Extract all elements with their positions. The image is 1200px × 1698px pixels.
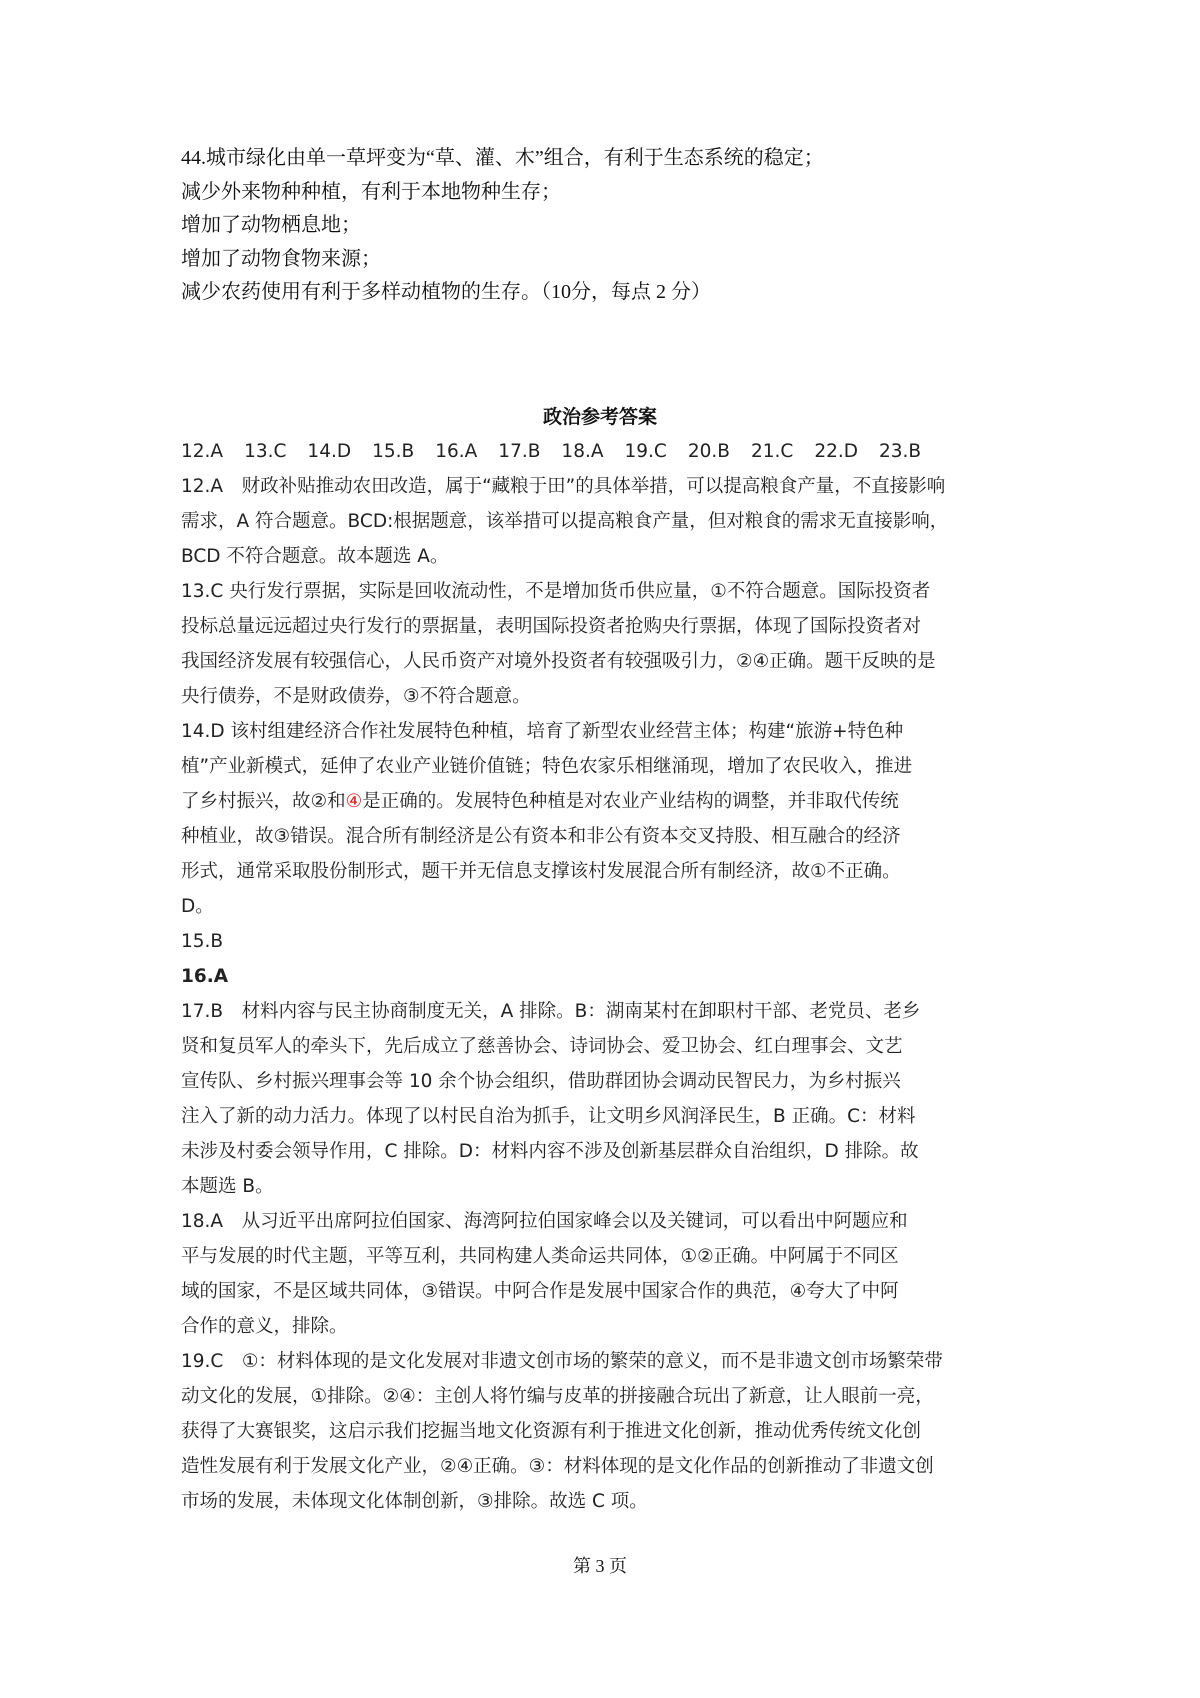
explanation-line: BCD 不符合题意。故本题选 A。: [181, 546, 449, 567]
explanation-line: 央行债券，不是财政债券，③不符合题意。: [181, 686, 531, 707]
answer-key: 17.B: [498, 441, 541, 462]
explanation-line: 种植业，故③错误。混合所有制经济是公有资本和非公有资本交叉持股、相互融合的经济: [181, 826, 901, 847]
geo-line: 增加了动物食物来源；: [181, 247, 381, 270]
answer-key: 15.B: [372, 441, 415, 462]
explanation-line: 动文化的发展，①排除。②④：主创人将竹编与皮革的拼接融合玩出了新意，让人眼前一亮，: [181, 1386, 934, 1407]
explanation-line: 宣传队、乡村振兴理事会等 10 余个协会组织，借助群团协会调动民智民力，为乡村振兴: [181, 1071, 901, 1092]
explanation-line: 域的国家，不是区域共同体，③错误。中阿合作是发展中国家合作的典范，④夸大了中阿: [181, 1281, 899, 1302]
explanation-line: 17.B 材料内容与民主协商制度无关，A 排除。B：湖南某村在卸职村干部、老党员、老乡: [181, 1001, 921, 1022]
explanation-line: 14.D 该村组建经济合作社发展特色种植，培育了新型农业经营主体；构建“旅游+特色种: [181, 721, 904, 742]
politics-answers: [181, 434, 1031, 1519]
explanation-line: 18.A 从习近平出席阿拉伯国家、海湾阿拉伯国家峰会以及关键词，可以看出中阿题应和: [181, 1211, 908, 1232]
answer-key: 12.A: [181, 441, 224, 462]
answer-key: 13.C: [244, 441, 287, 462]
highlighted-marker: ④: [345, 791, 363, 812]
explanation-line: 本题选 B。: [181, 1176, 274, 1197]
explanation-line: 合作的意义，排除。: [181, 1316, 348, 1337]
answer-key: 16.A: [435, 441, 478, 462]
explanation-line: 需求，A 符合题意。BCD:根据题意，该举措可以提高粮食产量，但对粮食的需求无直接影响，: [181, 511, 949, 532]
explanation-line: 注入了新的动力活力。体现了以村民自治为抓手，让文明乡风润泽民生，B 正确。C：材料: [181, 1106, 916, 1127]
geo-line: 增加了动物栖息地；: [181, 214, 361, 237]
explanation-line: 15.B: [181, 931, 224, 952]
answer-key-row: [181, 434, 1031, 469]
explanation-line: 投标总量远远超过央行发行的票据量，表明国际投资者抢购央行票据，体现了国际投资者对: [181, 616, 922, 637]
explanation-text: 是正确的。发展特色种植是对农业产业结构的调整，并非取代传统: [362, 791, 899, 812]
explanation-line: 植”产业新模式，延伸了农业产业链价值链；特色农家乐相继涌现，增加了农民收入，推进: [181, 756, 913, 777]
geo-line: 减少农药使用有利于多样动植物的生存。（10分，每点 2 分）: [181, 281, 711, 304]
explanation-line: D。: [181, 896, 214, 917]
answer-key: 21.C: [750, 441, 794, 462]
explanation-line: 16.A: [181, 966, 229, 987]
explanation-line: 获得了大赛银奖，这启示我们挖掘当地文化资源有利于推进文化创新，推动优秀传统文化创: [181, 1421, 922, 1442]
explanation-line: 市场的发展，未体现文化体制创新，③排除。故选 C 项。: [181, 1491, 648, 1512]
explanation-line: 我国经济发展有较强信心，人民币资产对境外投资者有较强吸引力，②④正确。题干反映的是: [181, 651, 936, 672]
explanation-line: 造性发展有利于发展文化产业，②④正确。③：材料体现的是文化作品的创新推动了非遗文创: [181, 1456, 934, 1477]
explanation-line: 13.C 央行发行票据，实际是回收流动性，不是增加货币供应量，①不符合题意。国际投资者: [181, 581, 931, 602]
section-title: 政治参考答案: [542, 406, 657, 428]
answer-key: 18.A: [561, 441, 604, 462]
explanation-line: 平与发展的时代主题，平等互利，共同构建人类命运共同体，①②正确。中阿属于不同区: [181, 1246, 899, 1267]
explanation-line: 贤和复员军人的牵头下，先后成立了慈善协会、诗词协会、爱卫协会、红白理事会、文艺: [181, 1036, 903, 1057]
answer-key: 23.B: [878, 441, 922, 462]
explanation-line: 19.C ①：材料体现的是文化发展对非遗文创市场的繁荣的意义，而不是非遗文创市场繁荣带: [181, 1351, 943, 1372]
geo-line: 44.城市绿化由单一草坪变为“草、灌、木”组合，有利于生态系统的稳定；: [181, 147, 824, 169]
explanation-line: [181, 784, 1031, 819]
answer-key: 22.D: [814, 441, 858, 462]
geo-line: 减少外来物种种植，有利于本地物种生存；: [181, 180, 561, 203]
explanation-line: 12.A 财政补贴推动农田改造，属于“藏粮于田”的具体举措，可以提高粮食产量，不直接影响: [181, 476, 946, 497]
answer-key: 20.B: [687, 441, 730, 462]
page-number: 第 3 页: [573, 1556, 627, 1576]
explanation-line: 未涉及村委会领导作用，C 排除。D：材料内容不涉及创新基层群众自治组织，D 排除。故: [181, 1141, 919, 1162]
explanation-text: 了乡村振兴，故②和: [181, 791, 346, 812]
answer-key: 19.C: [624, 441, 667, 462]
geography-answer-44: [181, 142, 1081, 310]
explanation-line: 形式，通常采取股份制形式，题干并无信息支撑该村发展混合所有制经济，故①不正确。: [181, 861, 901, 882]
answer-key: 14.D: [307, 441, 352, 462]
